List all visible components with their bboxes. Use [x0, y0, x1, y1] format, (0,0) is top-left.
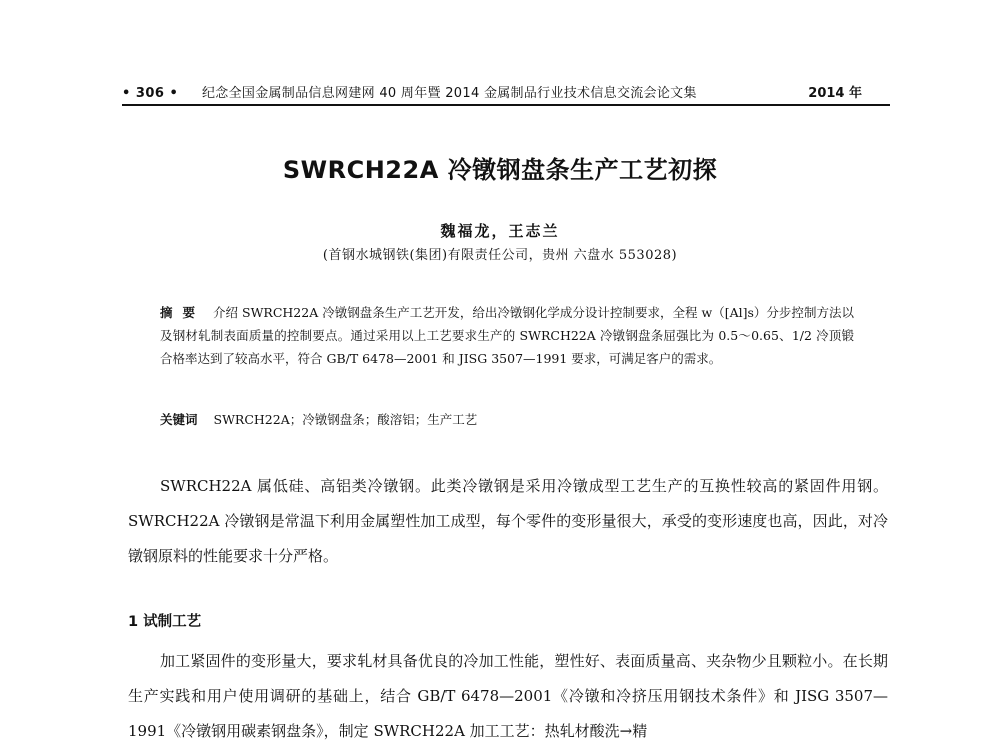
keywords-label: 关键词 — [160, 412, 198, 427]
article-authors: 魏福龙，王志兰 — [440, 222, 560, 240]
abstract-label: 摘要 — [160, 305, 206, 320]
running-header — [122, 86, 890, 102]
section-heading: 1 试制工艺 — [128, 614, 202, 630]
header-rule — [122, 104, 890, 106]
abstract-text: 介绍 SWRCH22A 冷镦钢盘条生产工艺开发，给出冷镦钢化学成分设计控制要求，全程 w（[Al]s）分步控制方法以及钢材轧制表面质量的控制要点。通过采用以上工艺要求生产的 SWRCH22A 冷镦钢盘条屈强比为 0.5～0.65、1/2 冷顶锻合格率达到了较高水平，符合 GB/T 6478—2001 和 JISG 3507—1991 要求，可满足客户的需求。 — [160, 305, 854, 366]
keywords-text: SWRCH22A；冷镦钢盘条；酸溶铝；生产工艺 — [213, 412, 478, 427]
abstract — [160, 301, 854, 370]
keywords — [160, 410, 854, 430]
section-paragraph: 加工紧固件的变形量大，要求轧材具备优良的冷加工性能，塑性好、表面质量高、夹杂物少且颗粒小。在长期生产实践和用户使用调研的基础上，结合 GB/T 6478—2001《冷镦和冷挤压用钢技术条件》和 JISG 3507—1991《冷镦钢用碳素钢盘条》，制定 SWRCH22A 加工工艺：热轧材酸洗→精 — [128, 652, 888, 740]
publication-year: 2014 年 — [808, 86, 862, 101]
page-number: • 306 • — [122, 86, 179, 101]
author-affiliation: (首钢水城钢铁(集团)有限责任公司，贵州 六盘水 553028) — [322, 248, 678, 263]
article-title: SWRCH22A 冷镦钢盘条生产工艺初探 — [282, 156, 718, 184]
intro-paragraph: SWRCH22A 属低硅、高铝类冷镦钢。此类冷镦钢是采用冷镦成型工艺生产的互换性较高的紧固件用钢。SWRCH22A 冷镦钢是常温下利用金属塑性加工成型，每个零件的变形量很大，承受的变形速度也高，因此，对冷镦钢原料的性能要求十分严格。 — [128, 477, 888, 565]
journal-title: 纪念全国金属制品信息网建网 40 周年暨 2014 金属制品行业技术信息交流会论文集 — [202, 86, 697, 101]
